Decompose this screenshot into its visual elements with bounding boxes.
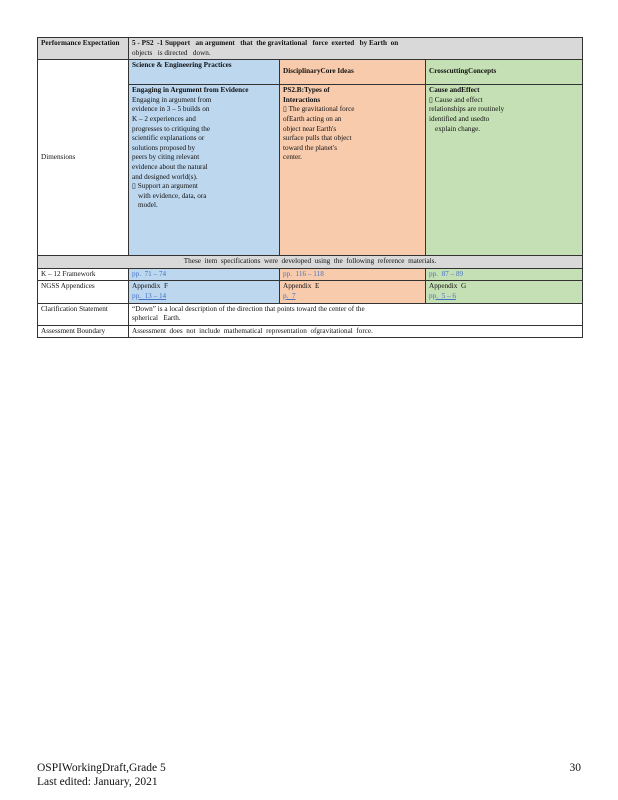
pe-text — [129, 38, 583, 60]
ccc-line: identified and usedto — [429, 114, 490, 123]
specs-line: These item specifications were developed using the following reference materials. — [38, 256, 583, 269]
k12-row — [38, 268, 583, 281]
ngss-ccc — [426, 281, 583, 303]
pe-label: Performance Expectation — [38, 38, 129, 60]
sep-line: ▯ Support an argument — [132, 182, 198, 191]
k12-sep-pages — [129, 268, 280, 281]
dci-subheading-line2: Interactions — [283, 95, 321, 104]
pe-text-line1: 5 - PS2 -1 Support an argument that the gravitational force exerted by Earth on — [132, 39, 399, 47]
ccc-line: relationships are routinely — [429, 105, 505, 114]
sep-line: and designed world(s). — [132, 172, 198, 181]
ngss-sep-appendix: Appendix F — [132, 282, 168, 291]
footer-left — [37, 761, 166, 789]
ngss-dci-appendix: Appendix E — [283, 282, 320, 291]
dci-heading: DisciplinaryCore Ideas — [280, 60, 426, 85]
ccc-line: explain change. — [435, 124, 481, 133]
sep-line: K – 2 experiences and — [132, 114, 196, 123]
sep-line: evidence in 3 – 5 builds on — [132, 105, 210, 114]
sep-line: scientific explanations or — [132, 134, 205, 143]
ngss-sep — [129, 281, 280, 303]
sep-subheading: Engaging in Argument from Evidence — [132, 86, 249, 95]
ngss-row — [38, 281, 583, 303]
assessment-boundary-label: Assessment Boundary — [38, 325, 129, 338]
sep-line: solutions proposed by — [132, 143, 196, 152]
ngss-sep-pages-link[interactable]: pp. 13 – 14 — [132, 291, 167, 300]
sep-line: with evidence, data, ora — [138, 191, 207, 200]
sep-line: evidence about the natural — [132, 162, 208, 171]
k12-ccc-pages — [426, 268, 583, 281]
pe-text-line2: objects is directed down. — [132, 48, 211, 57]
specs-row — [38, 256, 583, 269]
ngss-dci — [280, 281, 426, 303]
dci-cell — [280, 85, 426, 256]
sep-line: progresses to critiquing the — [132, 124, 211, 133]
dimensions-label: Dimensions — [38, 60, 129, 256]
sep-line: Engaging in argument from — [132, 95, 212, 104]
dci-line: center. — [283, 153, 302, 162]
clarification-line2: spherical Earth. — [132, 314, 181, 323]
performance-expectation-table — [37, 37, 583, 338]
dimension-headings-row — [38, 60, 583, 85]
page-number: 30 — [569, 762, 581, 774]
k12-dci-link[interactable]: pp. 116 – 118 — [283, 269, 324, 278]
sep-cell — [129, 85, 280, 256]
clarification-text — [129, 303, 583, 325]
dci-line: ofEarth acting on an — [283, 114, 342, 123]
assessment-boundary-text: Assessment does not include mathematical representation ofgravitational force. — [129, 325, 583, 338]
ngss-ccc-pages-link[interactable]: pp. 5 – 6 — [429, 291, 456, 300]
clarification-row — [38, 303, 583, 325]
ngss-label: NGSS Appendices — [38, 281, 129, 303]
dci-line: surface pulls that object — [283, 134, 352, 143]
ccc-line: ▯ Cause and effect — [429, 95, 483, 104]
k12-sep-link[interactable]: pp. 71 – 74 — [132, 269, 167, 278]
dci-line: object near Earth's — [283, 124, 337, 133]
dci-line: toward the planet's — [283, 143, 337, 152]
assessment-boundary-row — [38, 325, 583, 338]
ccc-subheading: Cause andEffect — [429, 86, 480, 95]
dci-subheading-line1: PS2.B:Types of — [283, 86, 330, 95]
pe-row — [38, 38, 583, 60]
ccc-cell — [426, 85, 583, 256]
sep-heading: Science & Engineering Practices — [129, 60, 280, 85]
clarification-line1: “Down” is a local description of the direction that points toward the center of the — [132, 304, 365, 313]
ngss-dci-pages-link[interactable]: p. 7 — [283, 291, 296, 300]
k12-dci-pages — [280, 268, 426, 281]
clarification-label: Clarification Statement — [38, 303, 129, 325]
ngss-ccc-appendix: Appendix G — [429, 282, 467, 291]
footer-draft-label: OSPIWorkingDraft,Grade 5 — [37, 762, 166, 774]
ccc-heading: CrosscuttingConcepts — [426, 60, 583, 85]
k12-label: K – 12 Framework — [38, 268, 129, 281]
footer-last-edited: Last edited: January, 2021 — [37, 776, 158, 788]
dci-line: ▯ The gravitational force — [283, 105, 355, 114]
sep-line: peers by citing relevant — [132, 153, 200, 162]
k12-ccc-link[interactable]: pp. 87 – 89 — [429, 269, 464, 278]
sep-line: model. — [138, 201, 158, 210]
